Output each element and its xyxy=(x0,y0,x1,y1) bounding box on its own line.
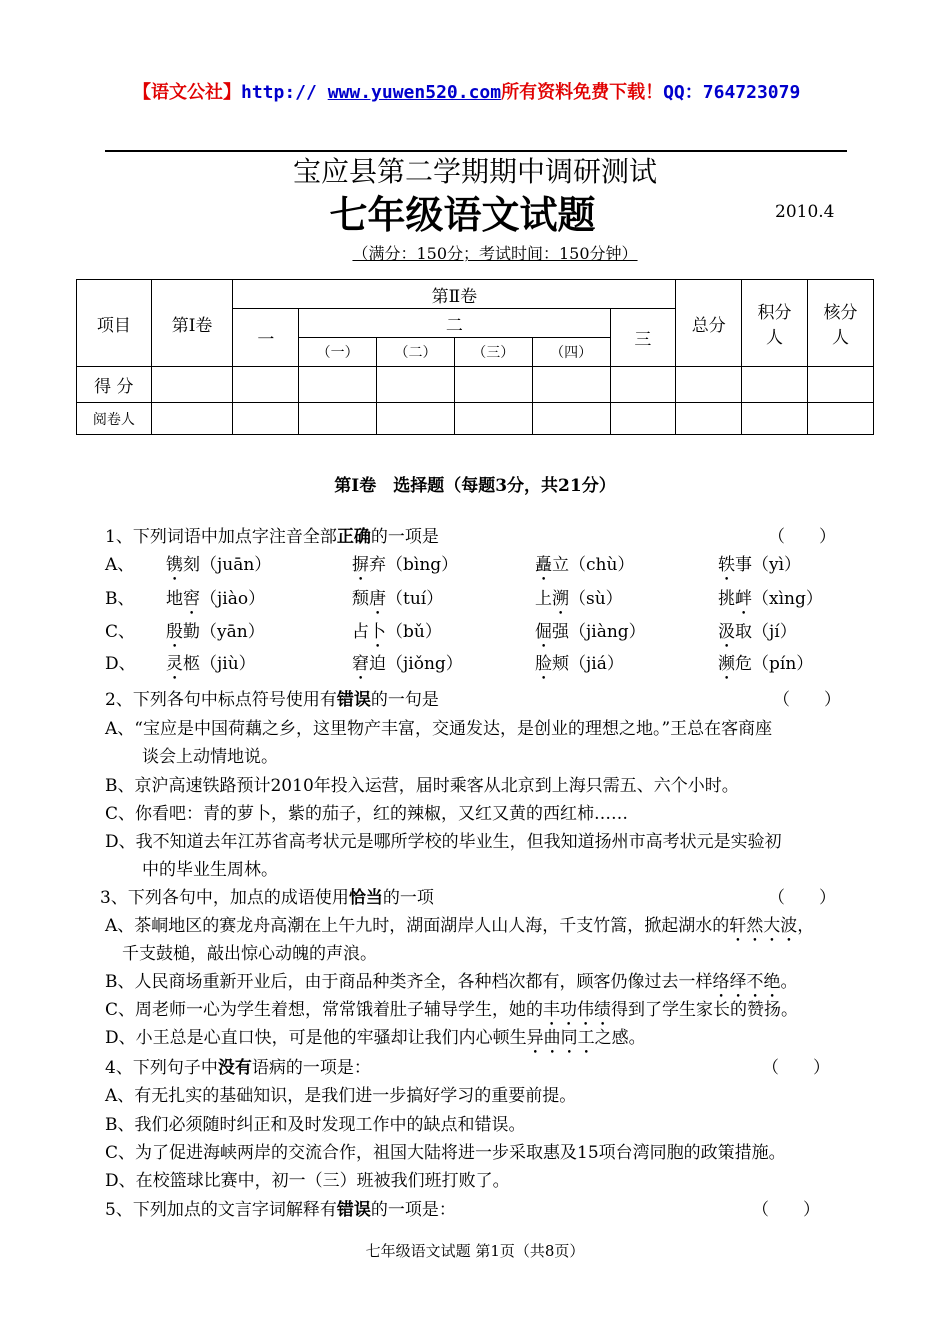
dotted-char: 溯 xyxy=(552,589,569,609)
q4-option-a: A、有无扎实的基础知识，是我们进一步搞好学习的重要前提。 xyxy=(105,1086,577,1106)
q3-d-text: D、小王总是心直口快，可是他的牢骚却让我们内心顿生 xyxy=(105,1028,527,1048)
q3-a-text: A、茶峒地区的赛龙舟高潮在上午九时，湖面湖岸人山人海，千支竹篙，掀起湖水的 xyxy=(105,916,730,936)
score-cell[interactable] xyxy=(742,367,808,403)
reader-cell[interactable] xyxy=(808,403,874,435)
header-total: 总分 xyxy=(676,280,742,367)
reader-cell[interactable] xyxy=(233,403,299,435)
dotted-char: 濒 xyxy=(718,654,735,674)
q1-stem-a: 1、下列词语中加点字注音全部 xyxy=(105,527,337,547)
q2-option-d: D、我不知道去年江苏省高考状元是哪所学校的毕业生，但我知道扬州市高考状元是实验初 xyxy=(105,832,782,852)
school-title: 宝应县第二学期期中调研测试 xyxy=(292,155,657,188)
q4-option-c: C、为了促进海峡两岸的交流合作，祖国大陆将进一步采取惠及15项台湾同胞的政策措施。 xyxy=(105,1143,786,1163)
q3-c-idiom: 丰功伟绩 xyxy=(543,1000,612,1020)
header-vol1: 第Ⅰ卷 xyxy=(151,280,233,367)
word-rest: 取（jí） xyxy=(735,622,797,642)
slogan: 所有资料免费下载！ xyxy=(501,82,664,103)
question-1-stem xyxy=(105,522,439,547)
q4-option-b: B、我们必须随时纠正和及时发现工作中的缺点和错误。 xyxy=(105,1115,526,1135)
q1-stem-c: 的一项是 xyxy=(370,527,439,547)
word-rest xyxy=(369,589,443,609)
score-table xyxy=(76,279,874,435)
header-checker: 核分人 xyxy=(808,280,874,367)
q3-b-text: B、人民商场重新开业后，由于商品种类齐全，各种档次都有，顾客仍像过去一样 xyxy=(105,972,713,992)
q1-word xyxy=(166,550,271,585)
q1-word xyxy=(535,649,624,684)
site-header xyxy=(133,78,800,104)
word-tail: （sù） xyxy=(569,589,623,609)
row-score-label: 得 分 xyxy=(77,367,152,403)
word-rest: 事（yì） xyxy=(735,555,802,575)
word-rest xyxy=(552,589,623,609)
q1-option-label: A、 xyxy=(105,555,135,575)
url-prefix: http:// xyxy=(241,82,317,103)
dotted-char: 占 xyxy=(352,622,369,642)
word-tail: （bǔ） xyxy=(386,622,442,642)
word-rest xyxy=(183,589,265,609)
q3-b-end: 。 xyxy=(780,972,798,992)
q3-b-idiom: 络绎不绝 xyxy=(712,972,781,992)
reader-cell[interactable] xyxy=(377,403,455,435)
dotted-char: 镌 xyxy=(166,555,183,575)
header-sub-3: （三） xyxy=(454,338,532,367)
dotted-char: 汲 xyxy=(718,622,735,642)
header-sub-1: （一） xyxy=(299,338,377,367)
q2-option-b: B、京沪高速铁路预计2010年投入运营，届时乘客从北京到上海只需五、六个小时。 xyxy=(105,776,739,796)
word-rest: 危（pín） xyxy=(735,654,814,674)
word-rest: 弃（bìng） xyxy=(369,555,459,575)
q2-option-a-cont: 谈会上动情地说。 xyxy=(142,747,278,767)
q1-word xyxy=(718,649,813,684)
reader-cell[interactable] xyxy=(151,403,233,435)
word-rest: 强（jiàng） xyxy=(552,622,646,642)
dotted-char: 上 xyxy=(535,589,552,609)
q1-word xyxy=(352,617,442,652)
q1-option-label: C、 xyxy=(105,622,136,642)
q1-word xyxy=(718,617,797,652)
q2-stem-a: 2、下列各句中标点符号使用有 xyxy=(105,690,337,710)
dotted-char: 挑 xyxy=(718,589,735,609)
dotted-char: 摒 xyxy=(352,555,369,575)
word-rest xyxy=(735,589,823,609)
q1-word xyxy=(535,584,623,619)
dotted-char: 地 xyxy=(166,589,183,609)
site-link[interactable]: www.yuwen520.com xyxy=(327,82,502,103)
q3-c-end: 得到了学生家长的赞扬。 xyxy=(611,1000,799,1020)
exam-title: 七年级语文试题 xyxy=(329,192,596,237)
reader-cell[interactable] xyxy=(742,403,808,435)
q1-word xyxy=(535,550,634,585)
q3-stem-a: 3、下列各句中，加点的成语使用 xyxy=(100,888,349,908)
q3-d-end: 之感。 xyxy=(594,1028,646,1048)
word-tail: （xìng） xyxy=(752,589,823,609)
q1-word xyxy=(352,649,463,684)
q3-a-idiom: 轩然大波 xyxy=(729,916,798,936)
q4-keyword: 没有 xyxy=(217,1058,252,1078)
q1-word xyxy=(166,584,265,619)
word-rest: 勤（yān） xyxy=(183,622,265,642)
dotted-char: 轶 xyxy=(718,555,735,575)
q4-option-d: D、在校篮球比赛中，初一（三）班被我们班打败了。 xyxy=(105,1171,510,1191)
q1-word xyxy=(535,617,646,652)
header-vol2: 第Ⅱ卷 xyxy=(233,280,676,309)
header-scorer: 积分人 xyxy=(742,280,808,367)
answer-paren[interactable]: （ ） xyxy=(762,1058,830,1078)
reader-cell[interactable] xyxy=(454,403,532,435)
q1-word xyxy=(166,649,256,684)
dotted-char: 卜 xyxy=(369,622,386,642)
answer-paren[interactable]: （ ） xyxy=(752,1200,820,1220)
word-rest: 颊（jiá） xyxy=(552,654,624,674)
dotted-char: 唐 xyxy=(369,589,386,609)
word-rest: 迫（jiǒng） xyxy=(369,654,463,674)
dotted-char: 倔 xyxy=(535,622,552,642)
score-cell[interactable] xyxy=(610,367,676,403)
q3-option-a-cont: 千支鼓槌，敲出惊心动魄的声浪。 xyxy=(122,944,377,964)
score-cell[interactable] xyxy=(676,367,742,403)
question-2-stem xyxy=(105,685,439,710)
exam-info: （满分：150分；考试时间：150分钟） xyxy=(352,244,638,263)
word-rest: 柩（jiù） xyxy=(183,654,256,674)
exam-date: 2010.4 xyxy=(775,202,835,222)
q3-stem-c: 的一项 xyxy=(382,888,434,908)
header-part-two: 二 xyxy=(299,309,610,338)
reader-cell[interactable] xyxy=(299,403,377,435)
reader-cell[interactable] xyxy=(532,403,610,435)
dotted-char: 窖 xyxy=(183,589,200,609)
section-heading: 第Ⅰ卷 选择题（每题3分，共21分） xyxy=(334,476,616,496)
q4-stem-a: 4、下列句子中 xyxy=(105,1058,218,1078)
brand: 【语文公社】 xyxy=(133,82,241,103)
q1-word xyxy=(718,550,801,585)
q2-keyword: 错误 xyxy=(336,690,371,710)
answer-paren[interactable]: （ ） xyxy=(768,888,836,908)
dotted-char: 衅 xyxy=(735,589,752,609)
q2-stem-c: 的一句是 xyxy=(370,690,439,710)
dotted-char: 颓 xyxy=(352,589,369,609)
page-footer: 七年级语文试题 第1页（共8页） xyxy=(365,1242,585,1260)
q1-word xyxy=(166,617,265,652)
dotted-char: 灵 xyxy=(166,654,183,674)
q1-word xyxy=(352,550,458,585)
header-sub-2: （二） xyxy=(377,338,455,367)
q4-stem-c: 语病的一项是： xyxy=(251,1058,371,1078)
q3-keyword: 恰当 xyxy=(348,888,383,908)
q3-c-text: C、周老师一心为学生着想，常常饿着肚子辅导学生，她的 xyxy=(105,1000,544,1020)
q5-stem-a: 5、下列加点的文言字词解释有 xyxy=(105,1200,337,1220)
dotted-char: 脸 xyxy=(535,654,552,674)
q1-word xyxy=(718,584,823,619)
reader-cell[interactable] xyxy=(676,403,742,435)
q2-option-a: A、“宝应是中国荷藕之乡，这里物产丰富，交通发达，是创业的理想之地。”王总在客商座 xyxy=(105,719,773,739)
word-rest: 刻（juān） xyxy=(183,555,272,575)
q2-option-c: C、你看吧：青的萝卜，紫的茄子，红的辣椒，又红又黄的西红柿…… xyxy=(105,804,629,824)
score-cell[interactable] xyxy=(808,367,874,403)
q3-a-end: ， xyxy=(797,916,815,936)
score-cell[interactable] xyxy=(151,367,233,403)
word-tail: （tuí） xyxy=(386,589,444,609)
score-cell[interactable] xyxy=(454,367,532,403)
answer-paren[interactable]: （ ） xyxy=(768,527,836,547)
q5-keyword: 错误 xyxy=(336,1200,371,1220)
score-cell[interactable] xyxy=(233,367,299,403)
header-part-three: 三 xyxy=(610,309,676,367)
row-reader-label: 阅卷人 xyxy=(77,403,152,435)
header-sub-4: （四） xyxy=(532,338,610,367)
score-cell[interactable] xyxy=(377,367,455,403)
header-item: 项目 xyxy=(77,280,152,367)
q1-word xyxy=(352,584,443,619)
q1-option-label: D、 xyxy=(105,654,136,674)
question-3-stem xyxy=(100,883,434,908)
qq-number: QQ：764723079 xyxy=(663,82,801,103)
word-tail: （jiào） xyxy=(200,589,266,609)
score-cell[interactable] xyxy=(299,367,377,403)
word-rest: 立（chù） xyxy=(552,555,635,575)
dotted-char: 矗 xyxy=(535,555,552,575)
q5-stem-c: 的一项是： xyxy=(370,1200,456,1220)
q3-d-idiom: 异曲同工 xyxy=(526,1028,595,1048)
q1-keyword: 正确 xyxy=(336,527,371,547)
score-cell[interactable] xyxy=(532,367,610,403)
question-5-stem xyxy=(105,1195,456,1220)
answer-paren[interactable]: （ ） xyxy=(773,690,841,710)
reader-cell[interactable] xyxy=(610,403,676,435)
dotted-char: 殷 xyxy=(166,622,183,642)
word-rest xyxy=(369,622,442,642)
dotted-char: 窘 xyxy=(352,654,369,674)
question-4-stem xyxy=(105,1053,371,1078)
header-part-one: 一 xyxy=(233,309,299,367)
q1-option-label: B、 xyxy=(105,589,135,609)
q2-option-d-cont: 中的毕业生周林。 xyxy=(142,860,278,880)
